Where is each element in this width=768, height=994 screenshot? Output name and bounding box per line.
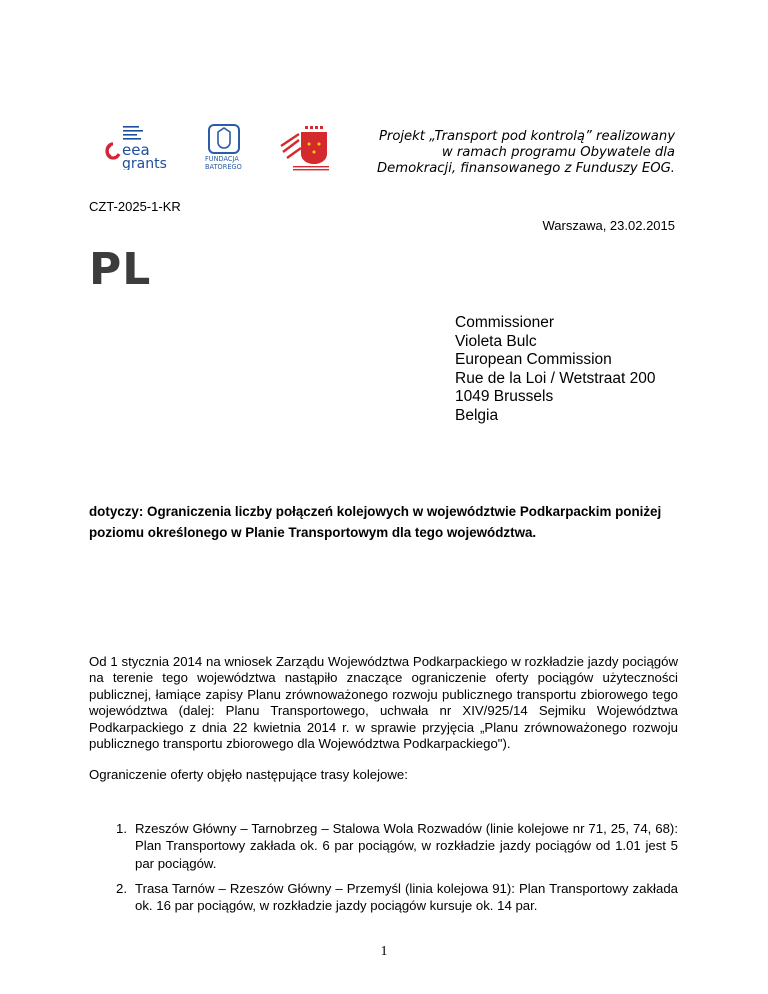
- recipient-line: Violeta Bulc: [455, 332, 537, 350]
- recipient-line: European Commission: [455, 351, 612, 368]
- project-note-line: Projekt „Transport pod kontrolą” realizowany: [378, 129, 675, 144]
- subject-line-text: dotyczy: Ograniczenia liczby połączeń kolejowych w województwie Podkarpackim poniżej: [89, 504, 662, 519]
- list-item-number: 2.: [116, 880, 127, 896]
- recipient-line: 1049 Brussels: [455, 388, 554, 405]
- svg-text:BATOREGO: BATOREGO: [205, 163, 242, 170]
- subject-line: [89, 501, 679, 543]
- list-item-text: Trasa Tarnów – Rzeszów Główny – Przemyśl (linia kolejowa 91): Plan Transportowy zakłada ok. 16 par pociągów, w rozkładzie jazdy pociągów kursuje ok. 14 par.: [135, 880, 678, 914]
- list-item: [116, 820, 678, 872]
- fundacja-batorego-logo: [200, 124, 250, 170]
- route-list: [116, 820, 678, 922]
- svg-text:eea: eea: [122, 141, 150, 159]
- list-item: [116, 880, 678, 915]
- recipient-line: Commissioner: [455, 314, 555, 331]
- project-note: [355, 129, 675, 177]
- body-paragraph: Ograniczenie oferty objęło następujące trasy kolejowe:: [89, 767, 408, 782]
- project-note-line: Demokracji, finansowanego z Funduszy EOG.: [376, 161, 675, 176]
- recipient-address: [455, 314, 655, 425]
- list-item-number: 1.: [116, 821, 127, 836]
- recipient-line: Belgia: [455, 406, 499, 424]
- svg-text:grants: grants: [122, 156, 167, 170]
- project-note-line: w ramach programu Obywatele dla: [441, 145, 675, 160]
- country-code-heading: PL: [89, 244, 152, 295]
- list-item-text: Rzeszów Główny – Tarnobrzeg – Stalowa Wola Rozwadów (linie kolejowe nr 71, 25, 74, 68): Plan Transportowy zakłada ok. 6 par pociągów, w rozkładzie jazdy pociągów od 1.01 jest 5 par pociągów.: [135, 821, 678, 871]
- page-number: 1: [380, 944, 388, 959]
- svg-text:FUNDACJA: FUNDACJA: [205, 155, 239, 163]
- date-line: Warszawa, 23.02.2015: [542, 218, 675, 233]
- eea-grants-logo: [103, 124, 173, 170]
- podkarpacka-foundation-logo: [279, 124, 333, 172]
- body-paragraph: Od 1 stycznia 2014 na wniosek Zarządu Województwa Podkarpackiego w rozkładzie jazdy pociągów na terenie tego województwa nastąpiło znaczące ograniczenie oferty pociągów użyteczności publicznej, łamiące zapisy Planu zrównoważonego rozwoju publicznego transportu zbiorowego tego województwa (dalej: Planu Transportowego, uchwała nr XIV/925/14 Sejmiku Województwa Podkarpackiego z dnia 22 kwietnia 2014 r. w sprawie przyjęcia „Planu zrównoważonego rozwoju publicznego transportu zbiorowego dla Województwa Podkarpackiego").: [89, 654, 678, 752]
- reference-number: CZT-2025-1-KR: [89, 199, 181, 214]
- recipient-line: Rue de la Loi / Wetstraat 200: [455, 369, 656, 387]
- subject-line-text: poziomu określonego w Planie Transportowym dla tego województwa.: [89, 525, 537, 540]
- header-logos: [103, 124, 333, 174]
